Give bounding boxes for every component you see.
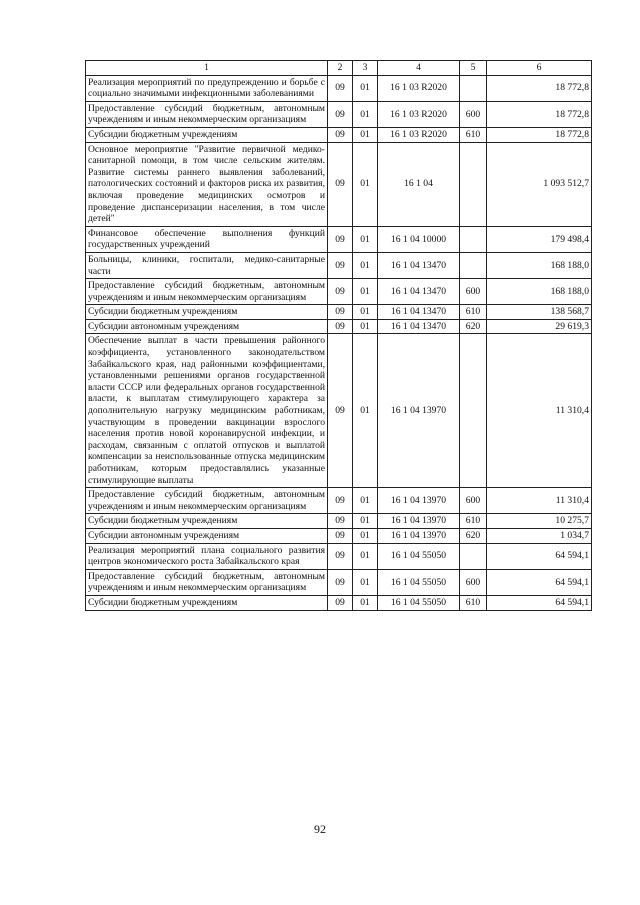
page-number: 92: [314, 822, 326, 836]
subsection-code: 01: [353, 569, 378, 595]
table-row: [86, 279, 592, 305]
row-description: Предоставление субсидий бюджетным, автономным учреждениям и иным некоммерческим организациям: [86, 279, 328, 305]
subsection-code: 01: [353, 334, 378, 488]
table-row: [86, 595, 592, 610]
target-item-code: 16 1 04 13470: [378, 279, 460, 305]
amount-value: 1 093 512,7: [487, 142, 592, 226]
row-description: Основное мероприятие "Развитие первичной медико-санитарной помощи, в том числе сельским жителям. Развитие системы раннего выявления заболеваний, патологических состояний и факторов риска их развития, включая проведение медицинских осмотров и проведение диспансеризации населения, в том числе детей": [86, 142, 328, 226]
subsection-code: 01: [353, 543, 378, 569]
expense-type-code: [460, 75, 487, 101]
header-cell: 1: [86, 61, 328, 76]
subsection-code: 01: [353, 595, 378, 610]
row-description: Обеспечение выплат в части превышения районного коэффициента, установленного законодательством Забайкальского края, над районными коэффициентами, установленными решениями органов государственной власти СССР или федеральных органов государственной власти, к выплатам стимулирующего характера за дополнительную нагрузку медицинским работникам, участвующим в проведении вакцинации взрослого населения против новой коронавирусной инфекции, и расходам, связанным с оплатой отпусков и выплатой компенсации за неиспользованные отпуска медицинским работникам, которым предоставлялись указанные стимулирующие выплаты: [86, 334, 328, 488]
table-row: [86, 334, 592, 488]
header-cell: 5: [460, 61, 487, 76]
expense-type-code: 620: [460, 528, 487, 543]
section-code: 09: [328, 514, 353, 529]
table-row: [86, 319, 592, 334]
section-code: 09: [328, 319, 353, 334]
row-description: Субсидии бюджетным учреждениям: [86, 127, 328, 142]
target-item-code: 16 1 04 13970: [378, 514, 460, 529]
target-item-code: 16 1 04 55050: [378, 569, 460, 595]
table-row: [86, 488, 592, 514]
row-description: Субсидии автономным учреждениям: [86, 528, 328, 543]
header-row: [86, 61, 592, 76]
row-description: Субсидии бюджетным учреждениям: [86, 595, 328, 610]
section-code: 09: [328, 101, 353, 127]
table-row: [86, 569, 592, 595]
header-cell: 6: [487, 61, 592, 76]
amount-value: 18 772,8: [487, 127, 592, 142]
table-row: [86, 528, 592, 543]
target-item-code: 16 1 03 R2020: [378, 75, 460, 101]
subsection-code: 01: [353, 528, 378, 543]
table-row: [86, 305, 592, 320]
subsection-code: 01: [353, 305, 378, 320]
amount-value: 64 594,1: [487, 595, 592, 610]
amount-value: 10 275,7: [487, 514, 592, 529]
row-description: Предоставление субсидий бюджетным, автономным учреждениям и иным некоммерческим организациям: [86, 101, 328, 127]
subsection-code: 01: [353, 488, 378, 514]
row-description: Больницы, клиники, госпитали, медико-санитарные части: [86, 252, 328, 278]
section-code: 09: [328, 252, 353, 278]
amount-value: 11 310,4: [487, 334, 592, 488]
subsection-code: 01: [353, 101, 378, 127]
amount-value: 11 310,4: [487, 488, 592, 514]
table-row: [86, 514, 592, 529]
target-item-code: 16 1 03 R2020: [378, 101, 460, 127]
row-description: Предоставление субсидий бюджетным, автономным учреждениям и иным некоммерческим организациям: [86, 569, 328, 595]
expense-type-code: [460, 543, 487, 569]
target-item-code: 16 1 03 R2020: [378, 127, 460, 142]
subsection-code: 01: [353, 127, 378, 142]
section-code: 09: [328, 305, 353, 320]
budget-table: [85, 60, 592, 611]
header-cell: 4: [378, 61, 460, 76]
section-code: 09: [328, 279, 353, 305]
row-description: Субсидии бюджетным учреждениям: [86, 305, 328, 320]
amount-value: 64 594,1: [487, 543, 592, 569]
row-description: Реализация мероприятий по предупреждению и борьбе с социально значимыми инфекционными заболеваниями: [86, 75, 328, 101]
table-row: [86, 226, 592, 252]
expense-type-code: [460, 252, 487, 278]
header-cell: 2: [328, 61, 353, 76]
subsection-code: 01: [353, 252, 378, 278]
section-code: 09: [328, 543, 353, 569]
amount-value: 168 188,0: [487, 279, 592, 305]
table-row: [86, 127, 592, 142]
expense-type-code: 610: [460, 595, 487, 610]
target-item-code: 16 1 04 10000: [378, 226, 460, 252]
target-item-code: 16 1 04 55050: [378, 595, 460, 610]
subsection-code: 01: [353, 75, 378, 101]
subsection-code: 01: [353, 142, 378, 226]
expense-type-code: [460, 226, 487, 252]
target-item-code: 16 1 04 55050: [378, 543, 460, 569]
target-item-code: 16 1 04 13470: [378, 305, 460, 320]
expense-type-code: 600: [460, 569, 487, 595]
table-row: [86, 252, 592, 278]
amount-value: 18 772,8: [487, 101, 592, 127]
target-item-code: 16 1 04 13970: [378, 528, 460, 543]
expense-type-code: 600: [460, 488, 487, 514]
section-code: 09: [328, 569, 353, 595]
section-code: 09: [328, 127, 353, 142]
subsection-code: 01: [353, 226, 378, 252]
amount-value: 64 594,1: [487, 569, 592, 595]
amount-value: 1 034,7: [487, 528, 592, 543]
amount-value: 179 498,4: [487, 226, 592, 252]
section-code: 09: [328, 488, 353, 514]
table-row: [86, 75, 592, 101]
expense-type-code: 610: [460, 305, 487, 320]
expense-type-code: 610: [460, 127, 487, 142]
row-description: Предоставление субсидий бюджетным, автономным учреждениям и иным некоммерческим организациям: [86, 488, 328, 514]
section-code: 09: [328, 75, 353, 101]
expense-type-code: [460, 142, 487, 226]
row-description: Субсидии автономным учреждениям: [86, 319, 328, 334]
header-cell: 3: [353, 61, 378, 76]
table-row: [86, 142, 592, 226]
target-item-code: 16 1 04 13470: [378, 319, 460, 334]
expense-type-code: 620: [460, 319, 487, 334]
amount-value: 168 188,0: [487, 252, 592, 278]
expense-type-code: 600: [460, 101, 487, 127]
row-description: Финансовое обеспечение выполнения функций государственных учреждений: [86, 226, 328, 252]
subsection-code: 01: [353, 319, 378, 334]
section-code: 09: [328, 334, 353, 488]
section-code: 09: [328, 528, 353, 543]
expense-type-code: [460, 334, 487, 488]
expense-type-code: 600: [460, 279, 487, 305]
section-code: 09: [328, 142, 353, 226]
amount-value: 138 568,7: [487, 305, 592, 320]
row-description: Субсидии бюджетным учреждениям: [86, 514, 328, 529]
amount-value: 18 772,8: [487, 75, 592, 101]
target-item-code: 16 1 04 13970: [378, 334, 460, 488]
target-item-code: 16 1 04 13970: [378, 488, 460, 514]
amount-value: 29 619,3: [487, 319, 592, 334]
target-item-code: 16 1 04 13470: [378, 252, 460, 278]
expense-type-code: 610: [460, 514, 487, 529]
table-row: [86, 543, 592, 569]
section-code: 09: [328, 226, 353, 252]
subsection-code: 01: [353, 279, 378, 305]
section-code: 09: [328, 595, 353, 610]
target-item-code: 16 1 04: [378, 142, 460, 226]
row-description: Реализация мероприятий плана социального развития центров экономического роста Забайкальского края: [86, 543, 328, 569]
subsection-code: 01: [353, 514, 378, 529]
table-row: [86, 101, 592, 127]
